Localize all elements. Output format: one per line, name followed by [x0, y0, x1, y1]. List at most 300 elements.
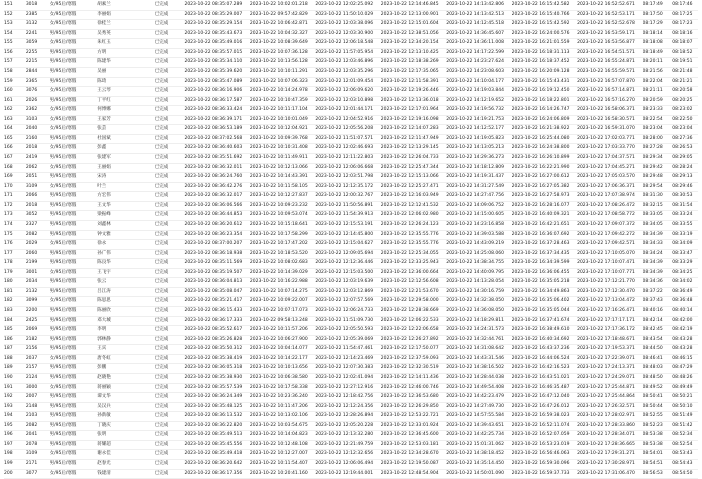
- time-cell-2: 2023-10-22 10:11:49.911: [249, 155, 308, 160]
- time-cell-4: 2023-10-22 12:06:22.533: [380, 317, 439, 323]
- name-cell: 陈建华: [97, 59, 111, 65]
- time-cell-1: 2023-10-22 08:36:42.276: [184, 183, 243, 189]
- duration-cell-2: 08:22:50: [672, 116, 693, 122]
- group-cell: 男/95后/寒假: [49, 260, 77, 266]
- duration-cell-1: 08:54:51: [642, 461, 663, 466]
- time-cell-6: 2023-10-22 16:36:07.692: [511, 231, 570, 237]
- row-number: 190: [4, 374, 13, 380]
- time-cell-3: 2023-10-22 12:01:44.171: [315, 107, 374, 113]
- time-cell-3: 2023-10-22 12:06:06.494: [315, 461, 374, 466]
- time-cell-4: 2023-10-22 12:13:00.901: [380, 11, 439, 17]
- participant-id: 2160: [25, 135, 38, 141]
- time-cell-5: 2023-10-22 14:13:05.213: [446, 145, 505, 151]
- time-cell-3: 2023-10-22 11:54:39.913: [315, 212, 374, 218]
- duration-cell-2: 08:21:48: [672, 68, 693, 74]
- table-row: [4, 278, 698, 288]
- row-number: 155: [4, 40, 13, 46]
- participant-id: 2078: [25, 441, 38, 447]
- time-cell-7: 2023-10-22 17:12:30.470: [577, 288, 635, 294]
- time-cell-7: 2023-10-22 16:52:52.671: [577, 2, 635, 7]
- duration-cell-1: 08:22:54: [642, 116, 663, 122]
- duration-cell-2: 08:43:28: [672, 336, 693, 342]
- time-cell-3: 2023-10-22 12:03:46.896: [315, 59, 374, 65]
- table-row: [4, 470, 698, 479]
- group-cell: 男/95后/寒假: [49, 212, 77, 218]
- time-cell-6: 2023-10-22 16:35:05.044: [511, 308, 570, 313]
- time-cell-3: 2023-10-22 12:14:23.469: [315, 355, 374, 361]
- group-cell: 女/95后/寒假: [49, 470, 77, 476]
- duration-cell-1: 08:22:04: [642, 78, 663, 84]
- participant-id: 2041: [25, 432, 38, 438]
- time-cell-4: 2023-10-22 12:36:45.600: [380, 432, 439, 438]
- group-cell: 男/95后/寒假: [49, 432, 77, 438]
- participant-id: 2132: [25, 288, 38, 294]
- participant-id: 2156: [25, 346, 38, 352]
- time-cell-1: 2023-10-22 08:36:15.433: [184, 308, 243, 313]
- table-row: [4, 441, 698, 451]
- time-cell-4: 2023-10-22 12:29:58.000: [380, 298, 439, 304]
- participant-id: 2029: [25, 241, 38, 247]
- duration-cell-2: 08:29:13: [672, 174, 693, 180]
- time-cell-2: 2023-10-22 10:06:38.580: [249, 374, 308, 380]
- time-cell-1: 2023-10-22 08:36:17.356: [184, 470, 243, 476]
- status-cell: 已完成: [154, 413, 169, 419]
- time-cell-3: 2023-10-22 12:18:42.756: [315, 394, 374, 400]
- time-cell-4: 2023-10-22 12:11:47.949: [380, 135, 439, 141]
- time-cell-1: 2023-10-22 08:36:06.566: [184, 202, 243, 208]
- duration-cell-1: 08:54:01: [642, 451, 663, 457]
- time-cell-6: 2023-10-22 16:47:12.040: [511, 394, 570, 400]
- group-cell: 女/95后/寒假: [49, 241, 77, 247]
- name-cell: 丁平红: [97, 97, 111, 103]
- time-cell-1: 2023-10-22 08:35:45.556: [184, 441, 243, 447]
- row-number: 184: [4, 317, 13, 323]
- time-cell-5: 2023-10-22 14:19:05.823: [446, 135, 505, 141]
- time-cell-1: 2023-10-22 08:35:48.125: [184, 403, 243, 409]
- row-number: 193: [4, 403, 13, 409]
- time-cell-1: 2023-10-22 08:36:39.171: [184, 116, 243, 122]
- time-cell-5: 2023-10-22 15:01:31.062: [446, 441, 505, 447]
- time-cell-2: 2023-10-22 10:10:47.359: [249, 97, 308, 103]
- time-cell-4: 2023-10-22 12:26:24.123: [380, 221, 439, 227]
- time-cell-7: 2023-10-22 17:24:13.371: [577, 365, 635, 371]
- time-cell-7: 2023-10-22 16:57:14.871: [577, 88, 635, 94]
- time-cell-4: 2023-10-22 12:19:16.098: [380, 116, 439, 122]
- time-cell-7: 2023-10-22 16:58:06.371: [577, 107, 635, 113]
- row-number: 151: [4, 2, 13, 7]
- status-cell: 已完成: [154, 135, 169, 141]
- time-cell-3: 2023-10-22 12:03:19.639: [315, 279, 374, 285]
- time-cell-3: 2023-10-22 12:11:22.803: [315, 155, 374, 160]
- row-number: 159: [4, 78, 13, 84]
- time-cell-4: 2023-10-22 12:17:35.065: [380, 68, 439, 74]
- time-cell-2: 2023-10-22 10:09:53.074: [249, 212, 308, 218]
- group-cell: 男/95后/寒假: [49, 346, 77, 352]
- name-cell: 谭文华: [97, 394, 111, 400]
- status-cell: 已完成: [154, 451, 169, 457]
- duration-cell-1: 08:43:54: [642, 336, 663, 342]
- time-cell-5: 2023-10-22 14:30:16.759: [446, 288, 505, 294]
- duration-cell-1: 08:53:38: [642, 441, 663, 447]
- table-row: [4, 39, 698, 49]
- time-cell-6: 2023-10-22 16:27:05.382: [511, 183, 570, 189]
- time-cell-1: 2023-10-22 08:37:00.207: [184, 241, 243, 247]
- time-cell-1: 2023-10-22 08:35:34.110: [184, 59, 243, 65]
- duration-cell-1: 08:23:04: [642, 126, 663, 132]
- time-cell-4: 2023-10-22 12:25:47.344: [380, 164, 439, 170]
- time-cell-6: 2023-10-22 16:47:26.012: [511, 403, 570, 409]
- time-cell-7: 2023-10-22 17:10:07.771: [577, 269, 635, 275]
- time-cell-4: 2023-10-22 12:06:02.980: [380, 212, 439, 218]
- time-cell-6: 2023-10-22 16:24:38.800: [511, 145, 570, 151]
- time-cell-4: 2023-10-22 12:26:27.892: [380, 336, 439, 342]
- data-table: [4, 1, 698, 479]
- participant-id: 2066: [25, 193, 38, 199]
- duration-cell-2: 08:42:00: [672, 317, 693, 323]
- duration-cell-1: 08:28:00: [642, 135, 663, 141]
- participant-id: 2103: [25, 413, 38, 419]
- participant-id: 2082: [25, 231, 38, 237]
- time-cell-1: 2023-10-22 08:36:17.587: [184, 97, 243, 103]
- time-cell-2: 2023-10-22 10:14:22.177: [249, 355, 308, 361]
- status-cell: 已完成: [154, 470, 169, 476]
- duration-cell-2: 08:23:02: [672, 107, 693, 113]
- time-cell-5: 2023-10-22 14:57:55.584: [446, 413, 505, 419]
- time-cell-6: 2023-10-22 16:20:09.128: [511, 68, 570, 74]
- duration-cell-1: 08:33:05: [642, 212, 663, 218]
- name-cell: 谢永佳: [97, 451, 111, 457]
- name-cell: 陈丽欣: [97, 308, 111, 313]
- participant-id: 2040: [25, 126, 38, 132]
- duration-cell-1: 08:34:24: [642, 250, 663, 256]
- group-cell: 男/95后/寒假: [49, 327, 77, 333]
- name-cell: 梁振峰: [97, 212, 111, 218]
- time-cell-6: 2023-10-22 16:27:58.973: [511, 193, 570, 199]
- row-number: 177: [4, 250, 13, 256]
- time-cell-6: 2023-10-22 16:38:49.610: [511, 327, 570, 333]
- time-cell-6: 2023-10-22 16:59:37.733: [511, 470, 570, 476]
- participant-id: 2062: [25, 164, 38, 170]
- time-cell-4: 2023-10-22 12:32:30.519: [380, 365, 439, 371]
- time-cell-5: 2023-10-22 14:35:14.450: [446, 461, 505, 466]
- duration-cell-2: 08:18:52: [672, 49, 693, 55]
- time-cell-6: 2023-10-22 16:24:06.809: [511, 116, 570, 122]
- time-cell-3: 2023-10-22 12:02:46.693: [315, 145, 374, 151]
- time-cell-3: 2023-10-22 12:05:56.208: [315, 126, 374, 132]
- time-cell-5: 2023-10-22 14:18:29.811: [446, 317, 505, 323]
- time-cell-4: 2023-10-22 12:21:53.670: [380, 288, 439, 294]
- name-cell: 胡素兰: [97, 2, 111, 7]
- time-cell-6: 2023-10-22 16:42:16.523: [511, 365, 570, 371]
- time-cell-4: 2023-10-22 12:36:53.680: [380, 394, 439, 400]
- time-cell-5: 2023-10-22 14:23:16.858: [446, 221, 505, 227]
- time-cell-3: 2023-10-22 12:12:35.172: [315, 183, 374, 189]
- time-cell-4: 2023-10-22 12:33:01.924: [380, 422, 439, 428]
- participant-id: 3132: [25, 21, 38, 27]
- time-cell-3: 2023-10-22 12:12:24.356: [315, 403, 374, 409]
- time-cell-2: 2023-10-22 10:11:54.407: [249, 461, 308, 466]
- time-cell-2: 2023-10-22 10:06:27.900: [249, 336, 308, 342]
- participant-id: 2018: [25, 202, 38, 208]
- name-cell: 赵春光: [97, 461, 111, 466]
- status-cell: 已完成: [154, 107, 169, 113]
- time-cell-3: 2023-10-22 12:00:32.767: [315, 193, 374, 199]
- time-cell-6: 2023-10-22 16:22:21.990: [511, 164, 570, 170]
- table-row: [4, 345, 698, 355]
- time-cell-7: 2023-10-22 17:29:31.271: [577, 451, 635, 457]
- time-cell-2: 2023-10-22 09:58:13.248: [249, 317, 308, 323]
- time-cell-1: 2023-10-22 08:35:43.673: [184, 30, 243, 36]
- time-cell-7: 2023-10-22 17:10:07.471: [577, 260, 635, 266]
- duration-cell-1: 08:34:39: [642, 269, 663, 275]
- time-cell-1: 2023-10-22 08:36:18.938: [184, 250, 243, 256]
- time-cell-7: 2023-10-22 17:09:07.372: [577, 221, 635, 227]
- table-row: [4, 116, 698, 126]
- row-number: 156: [4, 49, 13, 55]
- group-cell: 男/95后/寒假: [49, 97, 77, 103]
- time-cell-5: 2023-10-22 14:13:28.054: [446, 279, 505, 285]
- time-cell-7: 2023-10-22 17:08:26.472: [577, 202, 635, 208]
- status-cell: 已完成: [154, 288, 169, 294]
- row-number: 185: [4, 327, 13, 333]
- time-cell-1: 2023-10-22 08:35:51.692: [184, 155, 243, 160]
- time-cell-6: 2023-10-22 16:18:22.801: [511, 97, 570, 103]
- time-cell-4: 2023-10-22 12:15:01.604: [380, 21, 439, 27]
- time-cell-1: 2023-10-22 08:35:49.513: [184, 432, 243, 438]
- time-cell-4: 2023-10-22 12:11:58.391: [380, 78, 439, 84]
- status-cell: 已完成: [154, 384, 169, 390]
- table-row: [4, 297, 698, 307]
- row-number: 200: [4, 470, 13, 476]
- table-row: [4, 403, 698, 413]
- duration-cell-2: 08:36:48: [672, 298, 693, 304]
- duration-cell-1: 08:50:41: [642, 394, 663, 400]
- group-cell: 男/95后/寒假: [49, 135, 77, 141]
- time-cell-5: 2023-10-22 14:50:01.090: [446, 470, 505, 476]
- duration-cell-2: 08:42:19: [672, 327, 693, 333]
- time-cell-4: 2023-10-22 12:46:00.746: [380, 384, 439, 390]
- duration-cell-1: 08:48:03: [642, 365, 663, 371]
- duration-cell-1: 08:17:50: [642, 11, 663, 17]
- group-cell: 男/95后/寒假: [49, 279, 77, 285]
- time-cell-1: 2023-10-22 08:35:49.418: [184, 451, 243, 457]
- status-cell: 已完成: [154, 365, 169, 371]
- name-cell: 王家芳: [97, 116, 111, 122]
- time-cell-3: 2023-10-22 11:51:09.730: [315, 317, 374, 323]
- time-cell-7: 2023-10-22 17:09:42.571: [577, 241, 635, 247]
- duration-cell-2: 08:33:29: [672, 260, 693, 266]
- time-cell-2: 2023-10-22 10:07:36.128: [249, 49, 308, 55]
- status-cell: 已完成: [154, 308, 169, 313]
- status-cell: 已完成: [154, 403, 169, 409]
- duration-cell-1: 08:53:38: [642, 432, 663, 438]
- duration-cell-1: 08:29:34: [642, 155, 663, 160]
- name-cell: 张云: [97, 279, 107, 285]
- time-cell-4: 2023-10-22 12:33:25.943: [380, 260, 439, 266]
- status-cell: 已完成: [154, 49, 169, 55]
- duration-cell-1: 08:37:43: [642, 298, 663, 304]
- time-cell-6: 2023-10-22 16:37:41.674: [511, 317, 570, 323]
- time-cell-6: 2023-10-22 16:40:34.692: [511, 336, 570, 342]
- time-cell-3: 2023-10-22 12:04:52.916: [315, 116, 374, 122]
- participant-id: 2018: [25, 145, 38, 151]
- time-cell-2: 2023-10-22 10:18:53.520: [249, 250, 308, 256]
- time-cell-5: 2023-10-22 14:29:36.273: [446, 155, 505, 160]
- group-cell: 女/95后/寒假: [49, 384, 77, 390]
- time-cell-3: 2023-10-22 12:02:41.094: [315, 374, 374, 380]
- group-cell: 男/95后/寒假: [49, 336, 77, 342]
- time-cell-5: 2023-10-22 14:12:45.518: [446, 21, 505, 27]
- row-number: 154: [4, 30, 13, 36]
- duration-cell-1: 08:29:54: [642, 183, 663, 189]
- duration-cell-1: 08:34:33: [642, 241, 663, 247]
- row-number: 187: [4, 346, 13, 352]
- time-cell-5: 2023-10-22 14:31:27.549: [446, 183, 505, 189]
- time-cell-4: 2023-10-22 12:48:54.904: [380, 470, 439, 476]
- time-cell-7: 2023-10-22 17:30:28.971: [577, 461, 635, 466]
- time-cell-5: 2023-10-22 14:19:56.732: [446, 107, 505, 113]
- status-cell: 已完成: [154, 279, 169, 285]
- participant-id: 3103: [25, 116, 38, 122]
- time-cell-5: 2023-10-22 14:49:54.408: [446, 384, 505, 390]
- duration-cell-2: 08:43:28: [672, 346, 693, 352]
- time-cell-5: 2023-10-22 14:27:47.756: [446, 193, 505, 199]
- time-cell-5: 2023-10-22 14:42:23.479: [446, 394, 505, 400]
- table-row: [4, 30, 698, 40]
- row-number: 183: [4, 308, 13, 313]
- participant-id: 2171: [25, 461, 38, 466]
- group-cell: 男/95后/寒假: [49, 193, 77, 199]
- time-cell-6: 2023-10-22 16:40:09.321: [511, 212, 570, 218]
- duration-cell-1: 08:18:08: [642, 40, 663, 46]
- time-cell-6: 2023-10-22 16:19:12.450: [511, 88, 570, 94]
- time-cell-7: 2023-10-22 16:55:24.871: [577, 59, 635, 65]
- name-cell: 叶兰: [97, 183, 107, 189]
- duration-cell-2: 08:34:09: [672, 241, 693, 247]
- participant-id: 2844: [25, 68, 38, 74]
- table-row: [4, 183, 698, 193]
- time-cell-3: 2023-10-22 12:13:32.280: [315, 432, 374, 438]
- name-cell: 宋涛: [97, 174, 107, 180]
- row-number: 172: [4, 202, 13, 208]
- duration-cell-2: 08:49:49: [672, 384, 693, 390]
- time-cell-7: 2023-10-22 16:59:31.070: [577, 126, 635, 132]
- duration-cell-1: 08:17:29: [642, 21, 663, 27]
- time-cell-7: 2023-10-22 16:57:16.270: [577, 97, 635, 103]
- status-cell: 已完成: [154, 145, 169, 151]
- time-cell-1: 2023-10-22 08:35:50.312: [184, 346, 243, 352]
- name-cell: 吴丽: [97, 68, 107, 74]
- duration-cell-1: 08:52:23: [642, 422, 663, 428]
- row-number: 178: [4, 260, 13, 266]
- time-cell-5: 2023-10-22 14:36:08.050: [446, 308, 505, 313]
- time-cell-2: 2023-10-22 10:11:17.104: [249, 107, 308, 113]
- time-cell-4: 2023-10-22 12:13:36.018: [380, 97, 439, 103]
- status-cell: 已完成: [154, 116, 169, 122]
- group-cell: 女/95后/寒假: [49, 164, 77, 170]
- table-row: [4, 231, 698, 241]
- time-cell-7: 2023-10-22 17:17:36.172: [577, 327, 635, 333]
- time-cell-5: 2023-10-22 14:38:16.502: [446, 365, 505, 371]
- participant-id: 2327: [25, 221, 38, 227]
- time-cell-2: 2023-10-22 10:10:13.656: [249, 365, 308, 371]
- time-cell-1: 2023-10-22 08:36:17.333: [184, 317, 243, 323]
- time-cell-1: 2023-10-22 08:36:32.011: [184, 164, 243, 170]
- table-row: [4, 317, 698, 327]
- time-cell-5: 2023-10-22 14:32:44.761: [446, 336, 505, 342]
- name-cell: 吴秀英: [97, 30, 111, 36]
- time-cell-6: 2023-10-22 16:25:44.080: [511, 135, 570, 141]
- name-cell: 张芸: [97, 126, 107, 132]
- time-cell-6: 2023-10-22 16:46:35.487: [511, 384, 570, 390]
- name-cell: 丁晓庆: [97, 422, 111, 428]
- time-cell-5: 2023-10-22 14:43:09.219: [446, 241, 505, 247]
- duration-cell-2: 08:33:47: [672, 250, 693, 256]
- time-cell-1: 2023-10-22 08:36:05.318: [184, 365, 243, 371]
- time-cell-4: 2023-10-22 12:19:50.087: [380, 461, 439, 466]
- duration-cell-1: 08:56:53: [642, 470, 663, 476]
- name-cell: 蒋耀超: [97, 441, 111, 447]
- time-cell-7: 2023-10-22 16:53:56.877: [577, 40, 635, 46]
- time-cell-7: 2023-10-22 17:12:21.770: [577, 279, 635, 285]
- row-number: 157: [4, 59, 13, 65]
- group-cell: 女/95后/寒假: [49, 183, 77, 189]
- time-cell-7: 2023-10-22 17:06:36.371: [577, 183, 635, 189]
- time-cell-3: 2023-10-22 12:06:06.668: [315, 164, 374, 170]
- time-cell-2: 2023-10-22 10:15:18.641: [249, 221, 308, 227]
- time-cell-2: 2023-10-22 10:23:36.240: [249, 394, 308, 400]
- time-cell-6: 2023-10-22 16:27:00.612: [511, 174, 570, 180]
- duration-cell-2: 08:47:29: [672, 365, 693, 371]
- name-cell: 王飞宇: [97, 269, 111, 275]
- time-cell-7: 2023-10-22 17:28:36.665: [577, 441, 635, 447]
- time-cell-2: 2023-10-22 10:12:27.837: [249, 193, 308, 199]
- time-cell-1: 2023-10-22 08:35:57.015: [184, 49, 243, 55]
- row-number: 166: [4, 145, 13, 151]
- time-cell-4: 2023-10-22 12:37:59.093: [380, 355, 439, 361]
- time-cell-3: 2023-10-22 12:03:38.096: [315, 21, 374, 27]
- table-row: [4, 393, 698, 403]
- row-number: 164: [4, 126, 13, 132]
- time-cell-5: 2023-10-22 14:31:08.642: [446, 346, 505, 352]
- group-cell: 女/95后/寒假: [49, 355, 77, 361]
- group-cell: 男/95后/寒假: [49, 441, 77, 447]
- table-row: [4, 97, 698, 107]
- duration-cell-1: 08:18:49: [642, 49, 663, 55]
- time-cell-2: 2023-10-22 10:07:06.323: [249, 78, 308, 84]
- time-cell-1: 2023-10-22 08:35:38.930: [184, 374, 243, 380]
- group-cell: 男/95后/寒假: [49, 202, 77, 208]
- time-cell-1: 2023-10-22 08:36:53.189: [184, 126, 243, 132]
- participant-id: 2051: [25, 174, 38, 180]
- time-cell-4: 2023-10-22 12:34:28.670: [380, 451, 439, 457]
- participant-id: 2037: [25, 355, 38, 361]
- status-cell: 已完成: [154, 461, 169, 466]
- row-number: 182: [4, 298, 13, 304]
- participant-id: 2255: [25, 49, 38, 55]
- group-cell: 男/95后/寒假: [49, 461, 77, 466]
- table-row: [4, 307, 698, 317]
- table-row: [4, 326, 698, 336]
- time-cell-6: 2023-10-22 16:59:30.096: [511, 461, 570, 466]
- duration-cell-2: 08:18:16: [672, 30, 693, 36]
- time-cell-7: 2023-10-22 17:28:02.971: [577, 413, 635, 419]
- time-cell-6: 2023-10-22 16:35:05.218: [511, 279, 570, 285]
- duration-cell-2: 08:21:21: [672, 78, 693, 84]
- time-cell-1: 2023-10-22 08:36:24.349: [184, 394, 243, 400]
- time-cell-1: 2023-10-22 08:35:57.539: [184, 384, 243, 390]
- table-row: [4, 1, 698, 11]
